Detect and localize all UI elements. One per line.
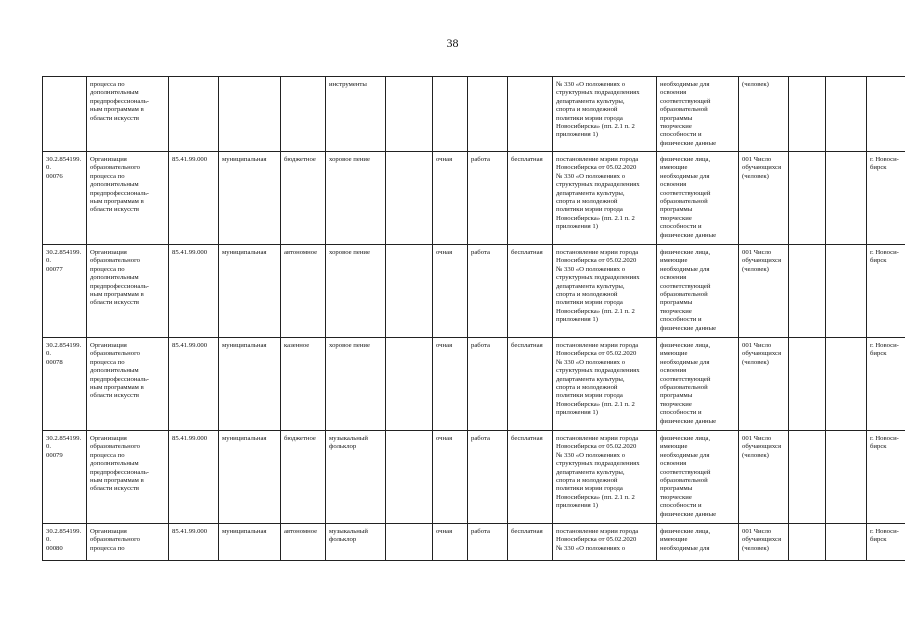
cell-content: музыкальный фольклор [326,524,386,561]
cell-service-name: Организация образовательного процесса по дополнительным предпрофессиональ- ным программам в области искусств [87,152,169,245]
cell-legal-basis: постановление мэрии города Новосибирска от 05.02.2020 № 330 «О положениях о [553,524,657,561]
cell-form: очная [433,431,468,524]
cell-empty [386,152,433,245]
cell-institution-type [281,77,326,152]
cell-service-name: Организация образовательного процесса по [87,524,169,561]
cell-institution-type: бюджетное [281,431,326,524]
cell-form: очная [433,524,468,561]
cell-okved: 85.41.99.000 [169,338,219,431]
cell-institution-type: автономное [281,524,326,561]
cell-empty [386,77,433,152]
cell-ownership: муниципальная [219,338,281,431]
cell-legal-basis: постановление мэрии города Новосибирска от 05.02.2020 № 330 «О положениях о структурных подразделениях департамента культуры, спорта и молодежной политики мэрии города Новосибирска» (пп. 2.1 п. 2 приложения 1) [553,245,657,338]
cell-consumers: физические лица, имеющие необходимые для освоения соответствующей образовательной программы творческие способности и физические данные [657,245,739,338]
cell-consumers: физические лица, имеющие необходимые для освоения соответствующей образовательной программы творческие способности и физические данные [657,431,739,524]
cell-content: музыкальный фольклор [326,431,386,524]
cell-form: очная [433,152,468,245]
cell-okved: 85.41.99.000 [169,431,219,524]
cell-legal-basis: постановление мэрии города Новосибирска от 05.02.2020 № 330 «О положениях о структурных подразделениях департамента культуры, спорта и молодежной политики мэрии города Новосибирска» (пп. 2.1 п. 2 приложения 1) [553,431,657,524]
cell-okved: 85.41.99.000 [169,524,219,561]
cell-empty [386,338,433,431]
cell-location [867,77,905,152]
cell-indicator: 001 Число обучающихся (человек) [739,524,789,561]
cell-service-name: Организация образовательного процесса по дополнительным предпрофессиональ- ным программам в области искусств [87,245,169,338]
cell-service-name: Организация образовательного процесса по дополнительным предпрофессиональ- ным программам в области искусств [87,338,169,431]
cell-content: хоровое пение [326,245,386,338]
cell-indicator: 001 Число обучающихся (человек) [739,431,789,524]
cell-empty [386,431,433,524]
cell-empty [386,524,433,561]
table-row [43,245,905,338]
cell-content: хоровое пение [326,338,386,431]
cell-ownership: муниципальная [219,431,281,524]
cell-ownership: муниципальная [219,245,281,338]
cell-service-name: процесса по дополнительным предпрофессиональ- ным программам в области искусств [87,77,169,152]
cell-work-type: работа [468,338,508,431]
cell-location: г. Новоси- бирск [867,152,905,245]
cell-empty [826,431,867,524]
cell-payment: бесплатная [508,524,553,561]
cell-payment: бесплатная [508,245,553,338]
cell-location: г. Новоси- бирск [867,245,905,338]
cell-ownership: муниципальная [219,152,281,245]
cell-location: г. Новоси- бирск [867,431,905,524]
cell-service-name: Организация образовательного процесса по дополнительным предпрофессиональ- ным программам в области искусств [87,431,169,524]
cell-payment: бесплатная [508,152,553,245]
cell-work-type [468,77,508,152]
cell-code: 30.2.854199.0. 00078 [43,338,87,431]
table-row [43,431,905,524]
cell-form [433,77,468,152]
cell-consumers: физические лица, имеющие необходимые для освоения соответствующей образовательной программы творческие способности и физические данные [657,152,739,245]
cell-empty [826,338,867,431]
cell-location: г. Новоси- бирск [867,338,905,431]
cell-payment: бесплатная [508,338,553,431]
cell-work-type: работа [468,245,508,338]
cell-institution-type: казенное [281,338,326,431]
cell-indicator: (человек) [739,77,789,152]
cell-consumers: физические лица, имеющие необходимые для освоения соответствующей образовательной программы творческие способности и физические данные [657,338,739,431]
cell-code [43,77,87,152]
cell-empty [386,245,433,338]
cell-empty [789,431,826,524]
cell-form: очная [433,245,468,338]
table-row [43,338,905,431]
cell-work-type: работа [468,431,508,524]
services-registry-table [42,76,905,561]
cell-legal-basis: постановление мэрии города Новосибирска от 05.02.2020 № 330 «О положениях о структурных подразделениях департамента культуры, спорта и молодежной политики мэрии города Новосибирска» (пп. 2.1 п. 2 приложения 1) [553,152,657,245]
cell-code: 30.2.854199.0. 00077 [43,245,87,338]
cell-legal-basis: № 330 «О положениях о структурных подразделениях департамента культуры, спорта и молодежной политики мэрии города Новосибирска» (пп. 2.1 п. 2 приложения 1) [553,77,657,152]
cell-legal-basis: постановление мэрии города Новосибирска от 05.02.2020 № 330 «О положениях о структурных подразделениях департамента культуры, спорта и молодежной политики мэрии города Новосибирска» (пп. 2.1 п. 2 приложения 1) [553,338,657,431]
table-row-continuation [43,77,905,152]
cell-form: очная [433,338,468,431]
cell-work-type: работа [468,152,508,245]
table-row [43,524,905,561]
cell-empty [789,524,826,561]
cell-payment: бесплатная [508,431,553,524]
cell-empty [826,524,867,561]
cell-okved: 85.41.99.000 [169,245,219,338]
cell-location: г. Новоси- бирск [867,524,905,561]
cell-indicator: 001 Число обучающихся (человек) [739,338,789,431]
cell-content: инструменты [326,77,386,152]
cell-work-type: работа [468,524,508,561]
cell-indicator: 001 Число обучающихся (человек) [739,245,789,338]
cell-empty [789,152,826,245]
cell-empty [826,77,867,152]
cell-code: 30.2.854199.0. 00080 [43,524,87,561]
cell-empty [789,245,826,338]
cell-okved: 85.41.99.000 [169,152,219,245]
cell-code: 30.2.854199.0. 00079 [43,431,87,524]
cell-indicator: 001 Число обучающихся (человек) [739,152,789,245]
cell-consumers: физические лица, имеющие необходимые для [657,524,739,561]
cell-payment [508,77,553,152]
cell-empty [789,338,826,431]
table-row [43,152,905,245]
cell-ownership [219,77,281,152]
cell-institution-type: бюджетное [281,152,326,245]
page-number: 38 [446,36,459,50]
cell-ownership: муниципальная [219,524,281,561]
cell-consumers: необходимые для освоения соответствующей образовательной программы творческие способности и физические данные [657,77,739,152]
cell-content: хоровое пение [326,152,386,245]
cell-empty [826,245,867,338]
cell-empty [789,77,826,152]
cell-institution-type: автономное [281,245,326,338]
cell-okved [169,77,219,152]
cell-empty [826,152,867,245]
cell-code: 30.2.854199.0. 00076 [43,152,87,245]
